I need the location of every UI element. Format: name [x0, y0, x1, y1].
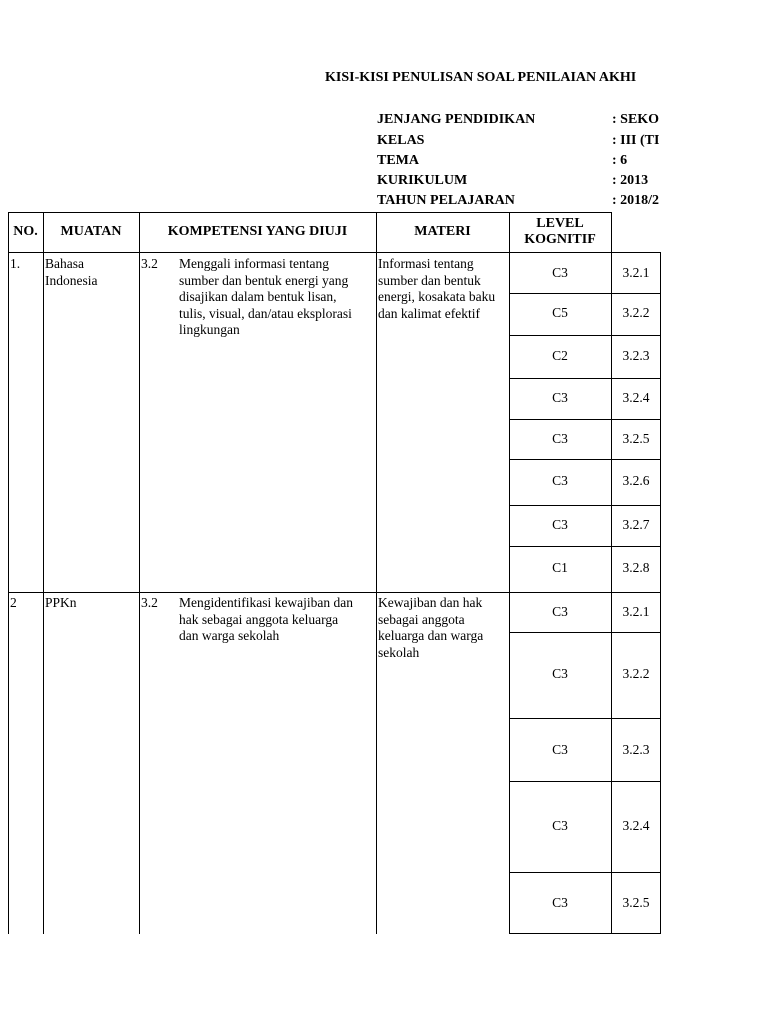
indicator-cell: 3.2.8	[622, 560, 650, 575]
level-cell: C3	[552, 473, 568, 488]
level-cell: C3	[552, 818, 568, 833]
subject-name: PPKn	[45, 595, 77, 610]
header-level-kognitif: LEVEL KOGNITIF	[524, 216, 596, 247]
header-muatan: MUATAN	[60, 224, 122, 239]
kd-description: Menggali informasi tentang sumber dan bentuk energi yang disajikan dalam bentuk lisan, tulis, visual, dan/atau eksplorasi lingkungan	[179, 256, 352, 337]
meta-label-kurikulum: KURIKULUM	[377, 173, 468, 188]
level-cell: C3	[552, 390, 568, 405]
indicator-cell: 3.2.7	[622, 517, 650, 532]
kd-description: Mengidentifikasi kewajiban dan hak sebagai anggota keluarga dan warga sekolah	[179, 595, 353, 643]
row-number: 2	[10, 595, 17, 610]
indicator-cell: 3.2.2	[622, 305, 650, 320]
meta-label-jenjang: JENJANG PENDIDIKAN	[377, 112, 536, 127]
indicator-cell: 3.2.1	[622, 604, 650, 619]
meta-value-jenjang: : SEKO	[612, 112, 660, 127]
meta-label-tema: TEMA	[377, 153, 419, 168]
indicator-cell: 3.2.2	[622, 666, 650, 681]
level-cell: C2	[552, 348, 568, 363]
meta-value-tahun: : 2018/2	[612, 193, 660, 208]
level-cell: C1	[552, 560, 568, 575]
level-cell: C5	[552, 305, 568, 320]
meta-label-tahun: TAHUN PELAJARAN	[377, 193, 515, 208]
header-materi: MATERI	[414, 224, 471, 239]
meta-value-kurikulum: : 2013	[612, 173, 649, 188]
indicator-cell: 3.2.5	[622, 431, 650, 446]
meta-value-tema: : 6	[612, 153, 628, 168]
materi-text: Informasi tentang sumber dan bentuk energi, kosakata baku dan kalimat efektif	[378, 256, 496, 321]
kd-code: 3.2	[141, 256, 158, 271]
meta-label-kelas: KELAS	[377, 133, 425, 148]
level-cell: C3	[552, 265, 568, 280]
level-cell: C3	[552, 604, 568, 619]
indicator-cell: 3.2.4	[622, 390, 650, 405]
header-no: NO.	[13, 224, 38, 239]
level-cell: C3	[552, 431, 568, 446]
subject-name: Bahasa Indonesia	[45, 256, 98, 288]
materi-text: Kewajiban dan hak sebagai anggota keluarga dan warga sekolah	[378, 595, 484, 660]
indicator-cell: 3.2.6	[622, 473, 650, 488]
row-number: 1.	[10, 256, 21, 271]
level-cell: C3	[552, 666, 568, 681]
header-kompetensi: KOMPETENSI YANG DIUJI	[167, 224, 348, 239]
level-cell: C3	[552, 517, 568, 532]
level-cell: C3	[552, 742, 568, 757]
indicator-cell: 3.2.4	[622, 818, 650, 833]
indicator-cell: 3.2.3	[622, 348, 650, 363]
indicator-cell: 3.2.1	[622, 265, 650, 280]
indicator-cell: 3.2.5	[622, 895, 650, 910]
meta-value-kelas: : III (TI	[612, 133, 660, 148]
document-title: KISI-KISI PENULISAN SOAL PENILAIAN AKHI	[325, 70, 637, 85]
kd-code: 3.2	[141, 595, 158, 610]
level-cell: C3	[552, 895, 568, 910]
indicator-cell: 3.2.3	[622, 742, 650, 757]
